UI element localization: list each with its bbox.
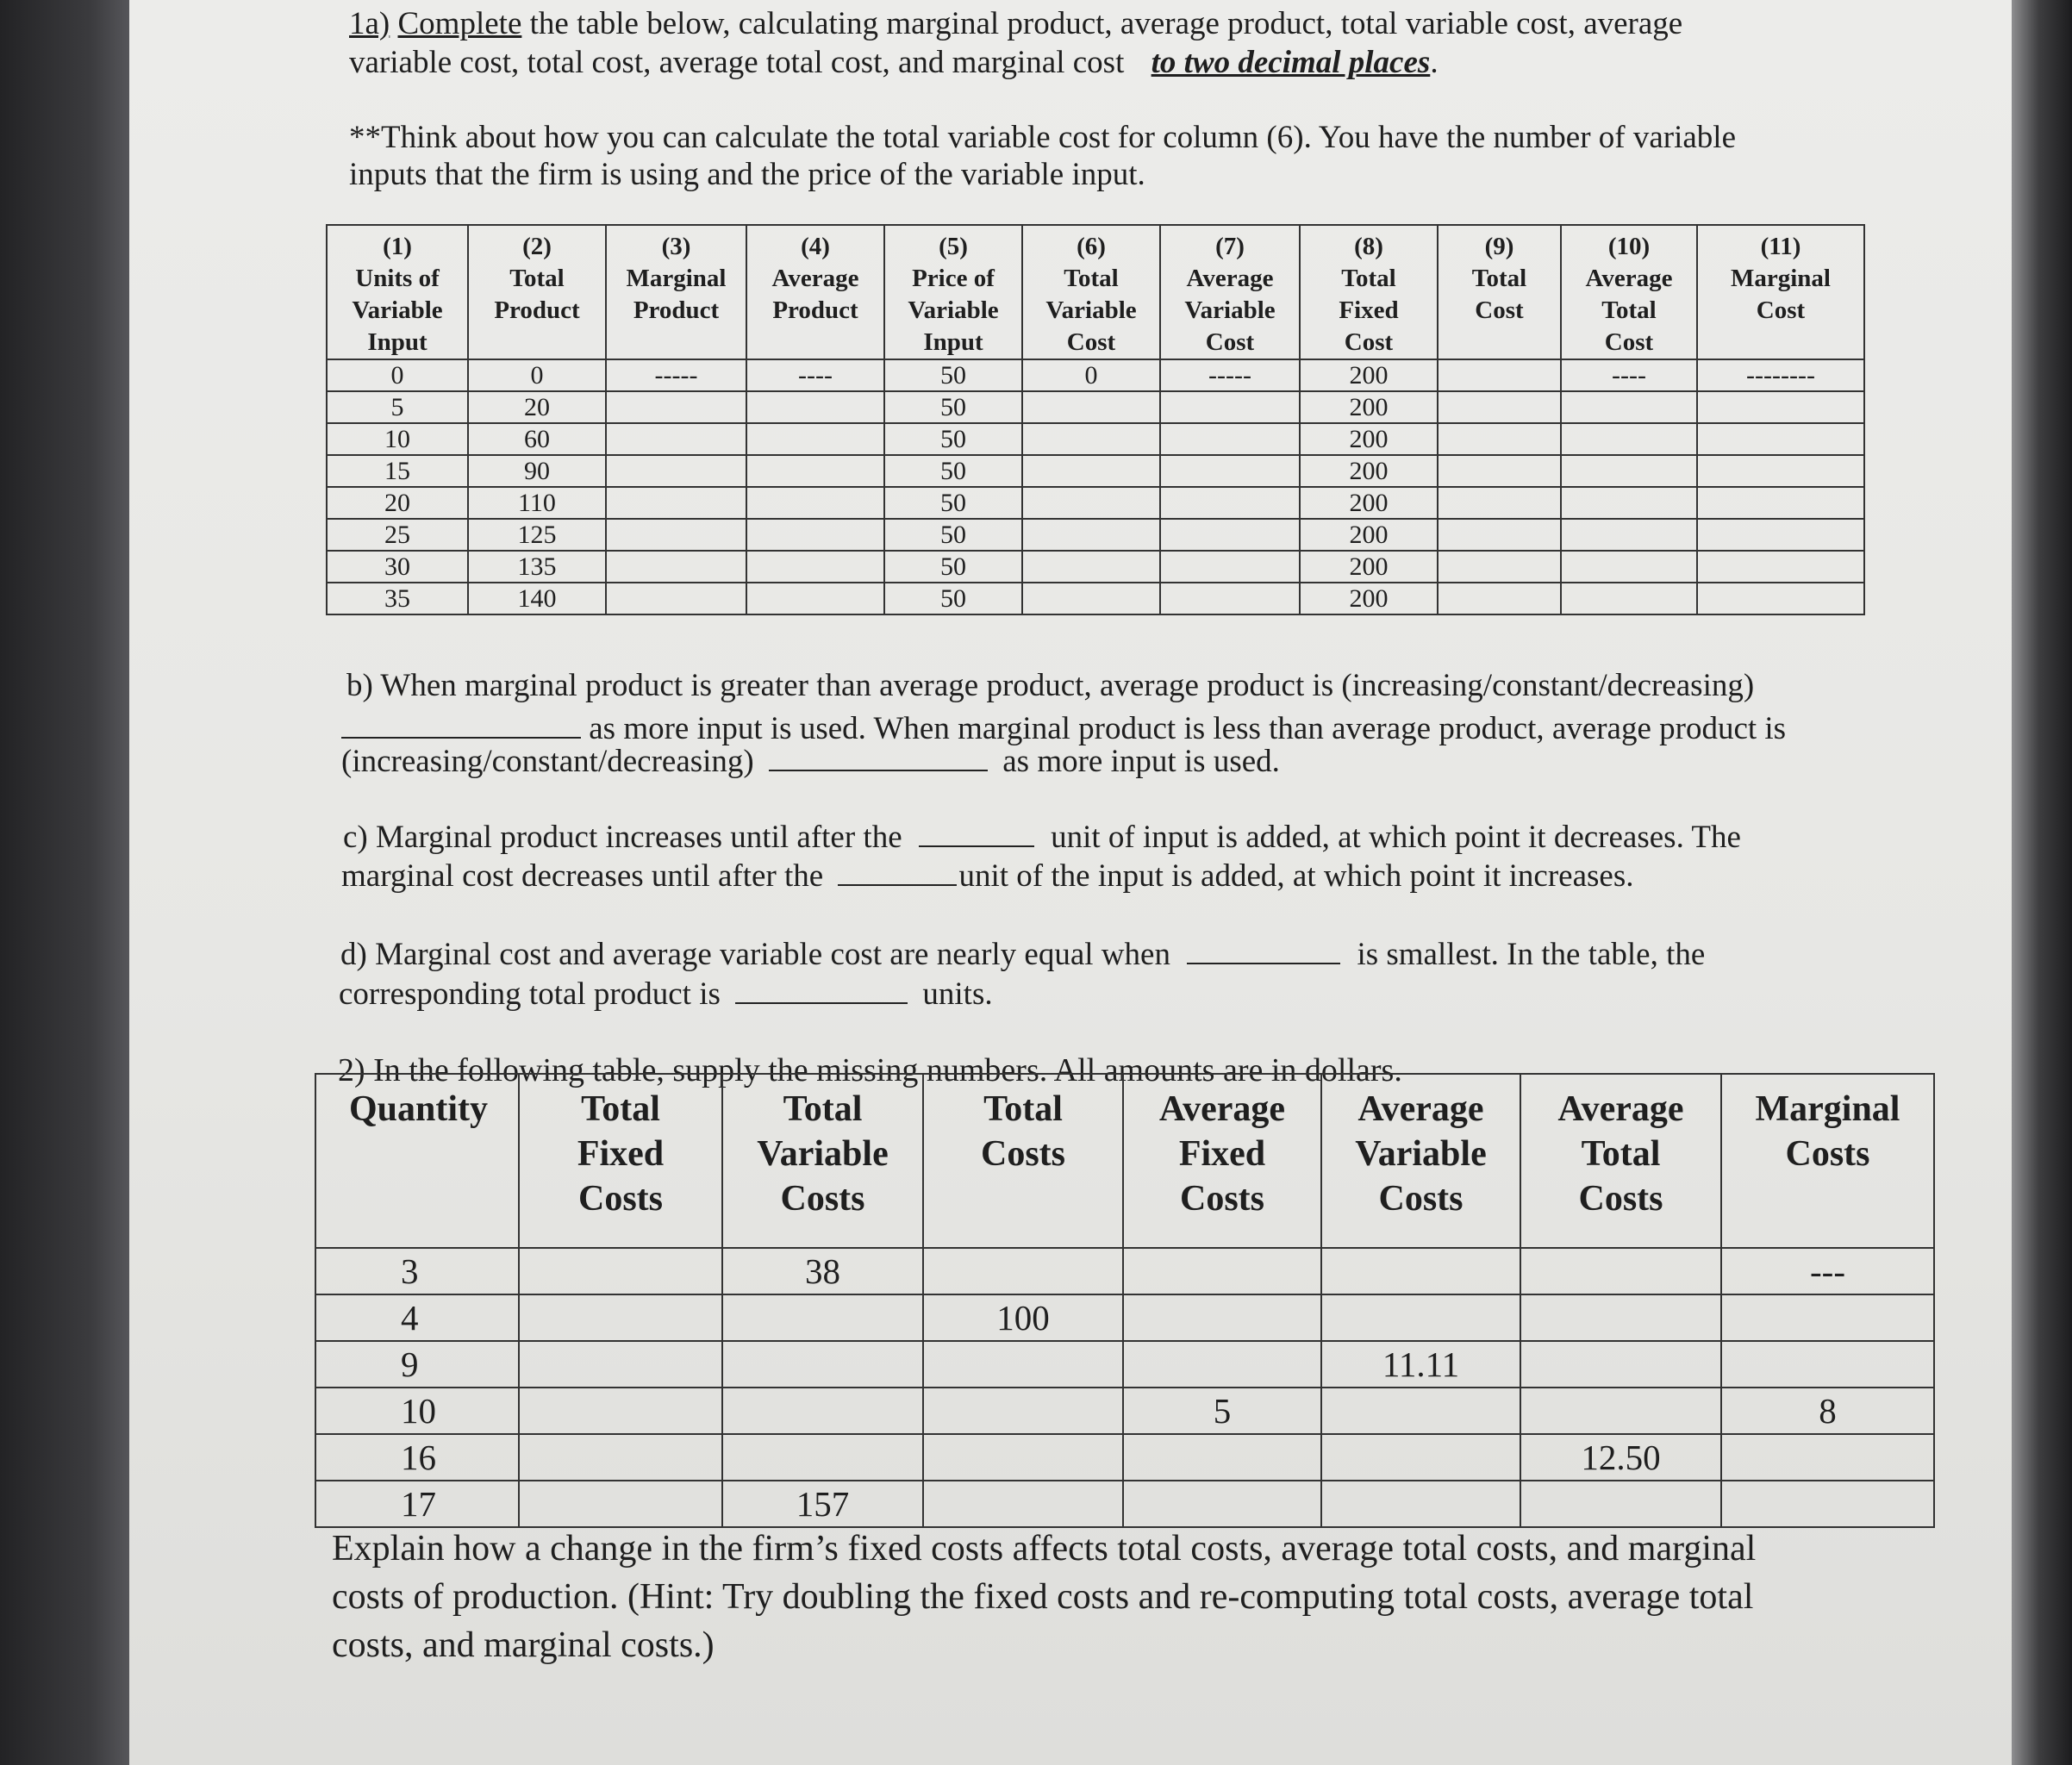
qb-line-3-a: (increasing/constant/decreasing) [341, 744, 754, 779]
qc-blank-1[interactable] [919, 845, 1034, 847]
table1-cell[interactable] [746, 391, 884, 423]
q1a-line-2 [349, 46, 1439, 81]
table1-cell[interactable] [1438, 487, 1561, 519]
table1-cell: 200 [1300, 487, 1438, 519]
table2-cell[interactable] [1123, 1481, 1321, 1527]
cost-table-1 [326, 224, 1865, 615]
q1a-label: 1a) [349, 6, 390, 41]
worksheet-page [129, 0, 2012, 1765]
table1-cell: ---- [1561, 359, 1697, 391]
table1-cell[interactable] [1022, 391, 1160, 423]
table1-header-line: Average [1585, 265, 1673, 292]
table1-cell[interactable] [1697, 423, 1864, 455]
table2-cell[interactable] [519, 1294, 722, 1341]
table1-header-num: (10) [1607, 233, 1651, 260]
table2-cell[interactable] [1123, 1248, 1321, 1294]
table1-cell: 140 [468, 583, 606, 614]
table1-header-cell [1438, 225, 1561, 359]
table1-header-cell [327, 225, 468, 359]
table1-cell: ----- [1160, 359, 1300, 391]
table2-cell[interactable] [722, 1388, 923, 1434]
table1-cell: 50 [884, 487, 1022, 519]
table1-row [327, 583, 1864, 614]
qd-line-1 [340, 938, 1705, 973]
table2-cell[interactable] [1520, 1248, 1721, 1294]
qc-line-2-b: unit of the input is added, at which point it increases. [958, 858, 1634, 894]
table2-cell[interactable] [923, 1248, 1123, 1294]
qb-line-3-b: as more input is used. [1002, 744, 1280, 779]
table1-cell: 200 [1300, 391, 1438, 423]
table2-cell[interactable] [1520, 1294, 1721, 1341]
table1-header-num: (2) [522, 233, 552, 260]
table2-cell[interactable] [1321, 1294, 1520, 1341]
table2-cell[interactable] [1721, 1294, 1934, 1341]
table1-cell[interactable] [606, 551, 746, 583]
qc-line-1-a: c) Marginal product increases until after the [343, 820, 902, 855]
table1-cell[interactable] [606, 423, 746, 455]
table1-cell: 90 [468, 455, 606, 487]
table2-header-line: Costs [1578, 1179, 1663, 1219]
table2-cell[interactable] [1321, 1434, 1520, 1481]
qc-line-2-a: marginal cost decreases until after the [341, 858, 824, 894]
table1-header-line: Marginal [1731, 265, 1831, 292]
table2-cell: 3 [315, 1248, 519, 1294]
qb-line-3 [341, 745, 1280, 780]
table1-header-line: Variable [1045, 296, 1137, 324]
table1-cell[interactable] [1697, 551, 1864, 583]
table1-header-line: Average [1186, 265, 1274, 292]
table1-row [327, 391, 1864, 423]
table1-header-cell [746, 225, 884, 359]
table2-cell[interactable] [722, 1294, 923, 1341]
table1-header-num: (9) [1484, 233, 1514, 260]
table1-header-line: Cost [1066, 328, 1116, 356]
table2-cell: 16 [315, 1434, 519, 1481]
table2-header-cell [1721, 1074, 1934, 1248]
table2-cell[interactable] [923, 1388, 1123, 1434]
table2-row [315, 1434, 1934, 1481]
table2-header-line: Costs [780, 1179, 865, 1219]
table2-cell[interactable] [1321, 1481, 1520, 1527]
table1-header-line: Fixed [1339, 296, 1399, 324]
table1-header-line: Cost [1475, 296, 1524, 324]
table2-row [315, 1481, 1934, 1527]
table1-cell[interactable] [1160, 455, 1300, 487]
table2-header-line: Costs [1179, 1179, 1264, 1219]
table1-cell[interactable] [746, 519, 884, 551]
table2-cell: 38 [722, 1248, 923, 1294]
table1-cell: ---- [746, 359, 884, 391]
table2-cell: 4 [315, 1294, 519, 1341]
table1-cell: 110 [468, 487, 606, 519]
table1-cell: ----- [606, 359, 746, 391]
table1-cell[interactable] [1438, 359, 1561, 391]
think-line-2: inputs that the firm is using and the price of the variable input. [349, 157, 1145, 192]
table1-header-line: Variable [908, 296, 999, 324]
table1-cell: 125 [468, 519, 606, 551]
table1-cell: 0 [1022, 359, 1160, 391]
table2-cell: 100 [923, 1294, 1123, 1341]
table1-cell[interactable] [1160, 551, 1300, 583]
table2-cell: 8 [1721, 1388, 1934, 1434]
table2-row [315, 1294, 1934, 1341]
table1-header-line: Cost [1604, 328, 1654, 356]
table2-header-line: Average [1357, 1089, 1484, 1129]
table1-cell[interactable] [1561, 519, 1697, 551]
table2-cell: 10 [315, 1388, 519, 1434]
table1-cell: 35 [327, 583, 468, 614]
table1-cell: -------- [1697, 359, 1864, 391]
qd-line-2-b: units. [922, 976, 993, 1012]
qc-line-1 [343, 820, 1741, 856]
table2-cell: 5 [1123, 1388, 1321, 1434]
table1-header-cell [468, 225, 606, 359]
qb-line-1: b) When marginal product is greater than average product, average product is (increasing/constant/decreasing) [346, 668, 1755, 703]
qd-line-1-b: is smallest. In the table, the [1357, 937, 1706, 972]
table2-cell[interactable] [519, 1248, 722, 1294]
table1-header-cell [606, 225, 746, 359]
table1-cell: 25 [327, 519, 468, 551]
table1-cell[interactable] [1697, 583, 1864, 614]
table1-cell[interactable] [746, 551, 884, 583]
table2-header-cell [315, 1074, 519, 1248]
table2-header-line: Variable [757, 1134, 889, 1174]
table2-cell: --- [1721, 1248, 1934, 1294]
table1-header-num: (6) [1077, 233, 1106, 260]
table2-header-line: Total [783, 1089, 863, 1129]
qb-blank-1[interactable] [341, 736, 581, 739]
table1-cell[interactable] [1022, 455, 1160, 487]
table1-cell[interactable] [606, 391, 746, 423]
table1-cell: 50 [884, 423, 1022, 455]
table2-cell[interactable] [519, 1481, 722, 1527]
table1-header-line: Cost [1344, 328, 1394, 356]
table1-cell: 200 [1300, 583, 1438, 614]
table2-cell[interactable] [1321, 1388, 1520, 1434]
table1-cell: 200 [1300, 455, 1438, 487]
table2-cell[interactable] [519, 1341, 722, 1388]
qd-line-2 [339, 977, 993, 1013]
table1-cell[interactable] [1160, 519, 1300, 551]
table1-header-line: Cost [1205, 328, 1255, 356]
table1-cell: 50 [884, 359, 1022, 391]
table2-header-row [315, 1074, 1934, 1248]
table1-cell: 50 [884, 455, 1022, 487]
table1-cell[interactable] [606, 583, 746, 614]
table1-cell[interactable] [1022, 487, 1160, 519]
table1-cell[interactable] [1022, 519, 1160, 551]
table2-cell: 157 [722, 1481, 923, 1527]
table2-header-line: Costs [1785, 1134, 1870, 1174]
q2-intro: 2) In the following table, supply the missing numbers. All amounts are in dollars. [338, 1052, 1402, 1088]
table1-header-row [327, 225, 1864, 359]
table2-header-cell [1321, 1074, 1520, 1248]
table1-cell: 5 [327, 391, 468, 423]
table1-header-cell [1697, 225, 1864, 359]
table2-cell[interactable] [1721, 1481, 1934, 1527]
background-left-edge [0, 0, 129, 1765]
table2-cell[interactable] [1321, 1248, 1520, 1294]
table2-cell[interactable] [722, 1341, 923, 1388]
table1-cell[interactable] [1561, 583, 1697, 614]
table2-header-line: Costs [980, 1134, 1065, 1174]
table1-cell[interactable] [1561, 487, 1697, 519]
table1-row [327, 423, 1864, 455]
table1-header-line: Variable [352, 296, 443, 324]
table2-header-line: Total [1581, 1134, 1661, 1174]
table1-cell: 10 [327, 423, 468, 455]
q1a-line-2-text: variable cost, total cost, average total cost, and marginal cost [349, 45, 1125, 80]
table1-header-line: Input [923, 328, 983, 356]
table2-header-line: Total [983, 1089, 1063, 1129]
table1-cell[interactable] [746, 423, 884, 455]
table1-cell[interactable] [746, 455, 884, 487]
table2-cell[interactable] [1520, 1388, 1721, 1434]
table1-cell[interactable] [1160, 583, 1300, 614]
table1-header-num: (7) [1215, 233, 1245, 260]
table1-header-line: Price of [912, 265, 995, 292]
table1-cell[interactable] [1697, 455, 1864, 487]
table1-cell: 20 [327, 487, 468, 519]
table1-header-line: Product [494, 296, 580, 324]
table1-cell[interactable] [1697, 391, 1864, 423]
table2-cell[interactable] [1721, 1341, 1934, 1388]
table1-cell[interactable] [746, 583, 884, 614]
table1-cell: 50 [884, 519, 1022, 551]
table1-header-line: Units of [355, 265, 440, 292]
table2-cell[interactable] [1520, 1481, 1721, 1527]
background-right-edge [2012, 0, 2072, 1765]
table1-header-cell [1561, 225, 1697, 359]
table1-row [327, 551, 1864, 583]
think-line-1: **Think about how you can calculate the total variable cost for column (6). You have the number of variable [349, 120, 1737, 155]
table2-cell[interactable] [1520, 1341, 1721, 1388]
table1-header-line: Average [771, 265, 859, 292]
table2-cell: 12.50 [1520, 1434, 1721, 1481]
table1-header-num: (11) [1760, 233, 1801, 260]
qb-blank-2[interactable] [769, 769, 988, 771]
table1-cell: 135 [468, 551, 606, 583]
table1-cell: 200 [1300, 359, 1438, 391]
table1-cell[interactable] [1022, 423, 1160, 455]
table1-header-num: (8) [1354, 233, 1383, 260]
table1-cell[interactable] [1561, 455, 1697, 487]
table1-cell[interactable] [1438, 455, 1561, 487]
table2-cell: 11.11 [1321, 1341, 1520, 1388]
table2-header-cell [1520, 1074, 1721, 1248]
table2-header-line: Costs [577, 1179, 663, 1219]
qb-line-2-text: as more input is used. When marginal product is less than average product, average product is [589, 711, 1787, 746]
table1-cell[interactable] [1160, 487, 1300, 519]
table2-row [315, 1248, 1934, 1294]
q1a-complete: Complete [397, 6, 522, 41]
explain-line-2: costs of production. (Hint: Try doubling the fixed costs and re-computing total costs, average total [332, 1577, 1754, 1617]
table2-header-cell [519, 1074, 722, 1248]
table1-cell[interactable] [1160, 423, 1300, 455]
qd-blank-1[interactable] [1187, 962, 1340, 964]
table1-header-num: (1) [383, 233, 412, 260]
table2-header-line: Quantity [349, 1089, 489, 1129]
table1-header-num: (5) [939, 233, 968, 260]
table1-header-line: Variable [1184, 296, 1276, 324]
table1-header-line: Total [1471, 265, 1527, 292]
table2-header-line: Fixed [577, 1134, 665, 1174]
table1-header-num: (3) [661, 233, 691, 260]
table1-header-line: Total [1064, 265, 1119, 292]
table1-header-cell [1160, 225, 1300, 359]
table1-header-cell [1300, 225, 1438, 359]
table2-cell[interactable] [1123, 1294, 1321, 1341]
table1-cell[interactable] [606, 487, 746, 519]
table1-header-line: Cost [1756, 296, 1806, 324]
table1-header-line: Total [1341, 265, 1396, 292]
explain-line-3: costs, and marginal costs.) [332, 1625, 715, 1665]
table2-cell[interactable] [923, 1434, 1123, 1481]
table1-row [327, 487, 1864, 519]
table2-cell: 17 [315, 1481, 519, 1527]
table1-cell[interactable] [1697, 519, 1864, 551]
table2-header-line: Total [581, 1089, 660, 1129]
table1-header-line: Total [509, 265, 565, 292]
table2-header-cell [722, 1074, 923, 1248]
table1-cell[interactable] [1438, 391, 1561, 423]
table2-header-cell [1123, 1074, 1321, 1248]
table2-header-line: Average [1557, 1089, 1684, 1129]
table1-cell[interactable] [1438, 519, 1561, 551]
table1-cell[interactable] [746, 487, 884, 519]
table2-header-line: Costs [1378, 1179, 1464, 1219]
table2-cell[interactable] [722, 1434, 923, 1481]
qd-line-1-a: d) Marginal cost and average variable cost are nearly equal when [340, 937, 1170, 972]
table2-cell[interactable] [519, 1388, 722, 1434]
table2-header-line: Average [1158, 1089, 1286, 1129]
table1-header-line: Input [367, 328, 428, 356]
table1-cell[interactable] [606, 519, 746, 551]
table1-header-cell [1022, 225, 1160, 359]
table1-cell[interactable] [606, 455, 746, 487]
table1-cell[interactable] [1438, 583, 1561, 614]
table2-cell: 9 [315, 1341, 519, 1388]
table1-cell: 0 [327, 359, 468, 391]
table1-cell[interactable] [1697, 487, 1864, 519]
table1-cell[interactable] [1561, 391, 1697, 423]
table2-cell[interactable] [923, 1481, 1123, 1527]
table2-cell[interactable] [923, 1341, 1123, 1388]
table1-cell[interactable] [1160, 391, 1300, 423]
table1-cell[interactable] [1438, 551, 1561, 583]
q1a-line-1-rest: the table below, calculating marginal product, average product, total variable cost, average [521, 6, 1683, 41]
table1-row [327, 455, 1864, 487]
table1-header-line: Total [1601, 296, 1657, 324]
table1-cell: 200 [1300, 423, 1438, 455]
table2-row [315, 1341, 1934, 1388]
table1-cell[interactable] [1561, 551, 1697, 583]
table1-cell: 15 [327, 455, 468, 487]
table1-cell: 50 [884, 583, 1022, 614]
table1-row [327, 359, 1864, 391]
qc-line-2 [341, 859, 1633, 895]
table1-header-num: (4) [801, 233, 830, 260]
q1a-emphasis: to two decimal places [1151, 45, 1431, 80]
table1-cell: 30 [327, 551, 468, 583]
table2-header-line: Fixed [1178, 1134, 1266, 1174]
table2-cell[interactable] [1123, 1434, 1321, 1481]
table1-header-line: Marginal [626, 265, 727, 292]
table1-cell[interactable] [1438, 423, 1561, 455]
qb-line-2 [341, 712, 1786, 747]
table1-cell: 50 [884, 391, 1022, 423]
table1-header-line: Product [772, 296, 858, 324]
q1a-line-1 [349, 7, 1682, 42]
table1-cell[interactable] [1022, 551, 1160, 583]
cost-table-2 [315, 1073, 1935, 1528]
table1-cell[interactable] [1022, 583, 1160, 614]
table1-cell: 60 [468, 423, 606, 455]
explain-line-1: Explain how a change in the firm’s fixed costs affects total costs, average total costs, and marginal [332, 1529, 1757, 1569]
table2-header-cell [923, 1074, 1123, 1248]
table1-cell[interactable] [1561, 423, 1697, 455]
qc-line-1-b: unit of input is added, at which point it decreases. The [1051, 820, 1741, 855]
table2-cell[interactable] [1123, 1341, 1321, 1388]
table1-header-line: Product [633, 296, 720, 324]
qc-blank-2[interactable] [838, 883, 957, 886]
table1-cell: 20 [468, 391, 606, 423]
table1-cell: 200 [1300, 519, 1438, 551]
q1a-period: . [1430, 45, 1439, 80]
table1-header-cell [884, 225, 1022, 359]
qd-blank-2[interactable] [735, 1001, 908, 1004]
table2-header-line: Variable [1355, 1134, 1487, 1174]
qd-line-2-a: corresponding total product is [339, 976, 721, 1012]
table2-header-line: Marginal [1755, 1089, 1900, 1129]
table1-cell: 0 [468, 359, 606, 391]
table2-cell[interactable] [519, 1434, 722, 1481]
table1-cell: 200 [1300, 551, 1438, 583]
table1-row [327, 519, 1864, 551]
table1-cell: 50 [884, 551, 1022, 583]
table2-cell[interactable] [1721, 1434, 1934, 1481]
table2-row [315, 1388, 1934, 1434]
